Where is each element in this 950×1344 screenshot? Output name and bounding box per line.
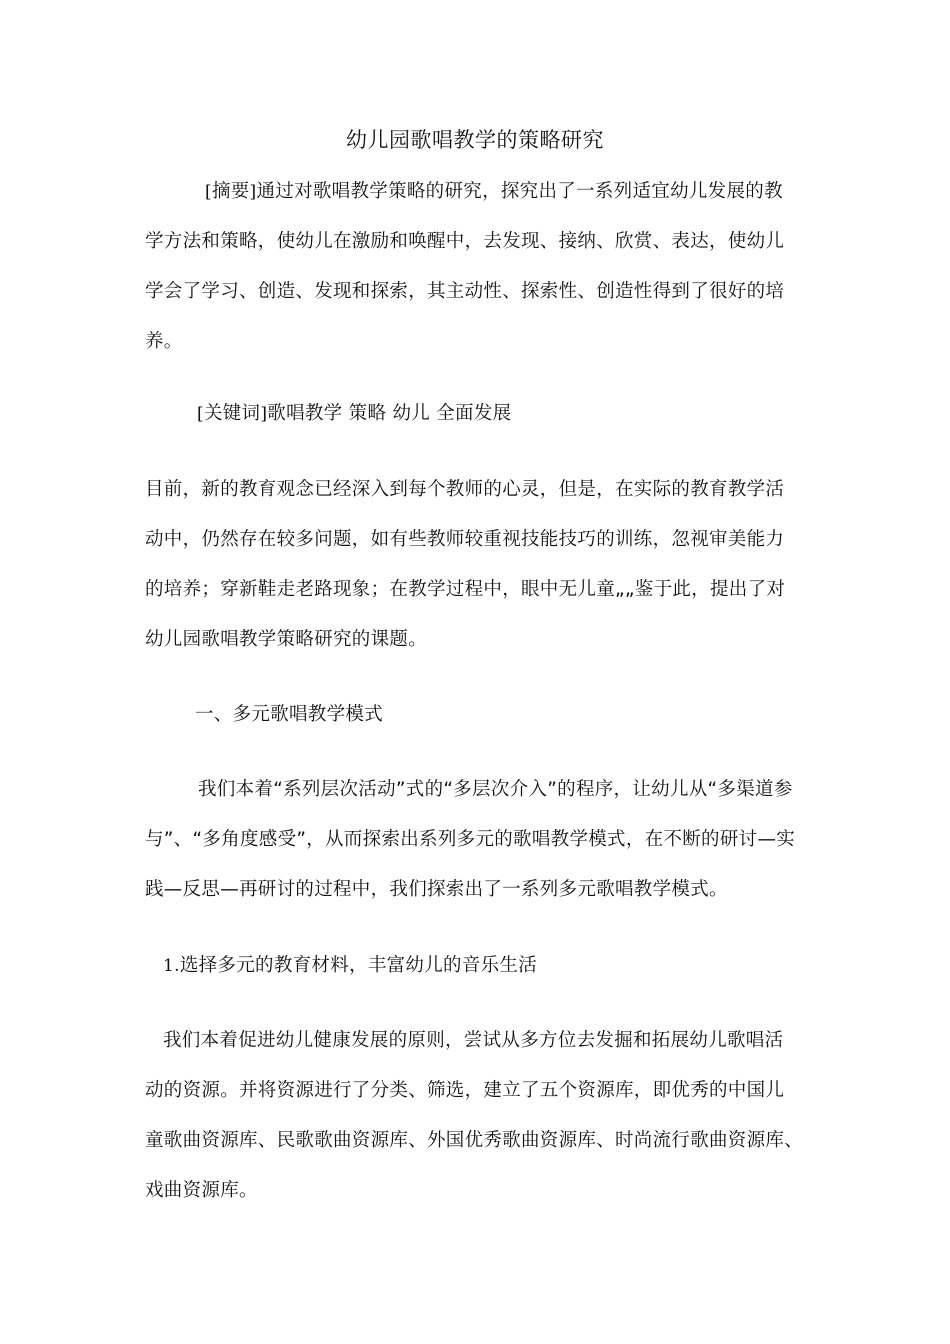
keywords-label: 关键词 — [203, 403, 261, 424]
subsection-1-heading-line — [145, 941, 813, 991]
section-1-heading-block — [145, 690, 813, 740]
abstract-line-1 — [145, 167, 813, 217]
section-1-paragraph — [145, 765, 813, 915]
subsection-1-paragraph — [145, 1016, 813, 1216]
document-title: 幼儿园歌唱教学的策略研究 — [346, 128, 604, 152]
subsection-1-heading-block — [145, 941, 813, 991]
abstract-text-line: 学会了学习、创造、发现和探索，其主动性、探索性、创造性得到了很好的培 — [145, 281, 785, 302]
abstract-label: 摘要 — [211, 181, 250, 202]
subsection-1-number: 1. — [163, 956, 180, 976]
subsection-1-line: 戏曲资源库。 — [145, 1180, 258, 1201]
keywords-label-close: ] — [260, 404, 268, 424]
intro-line: 目前，新的教育观念已经深入到每个教师的心灵，但是，在实际的教育教学活 — [145, 479, 785, 500]
subsection-1-heading: 选择多元的教育材料，丰富幼儿的音乐生活 — [179, 955, 538, 976]
section-1-line: 我们本着“系列层次活动”式的“多层次介入”的程序，让幼儿从“多渠道参 — [198, 779, 793, 800]
abstract-label-open: [ — [205, 182, 212, 202]
abstract-text-line: 学方法和策略，使幼儿在激励和唤醒中，去发现、接纳、欣赏、表达，使幼儿 — [145, 231, 785, 252]
subsection-1-line: 我们本着促进幼儿健康发展的原则，尝试从多方位去发掘和拓展幼儿歌唱活 — [163, 1030, 784, 1051]
abstract-paragraph — [145, 167, 813, 367]
intro-line: 的培养；穿新鞋走老路现象；在教学过程中，眼中无儿童„„鉴于此，提出了对 — [145, 579, 786, 600]
keywords-text: 歌唱教学 策略 幼儿 全面发展 — [267, 403, 512, 424]
intro-line: 幼儿园歌唱教学策略研究的课题。 — [145, 629, 428, 650]
keywords-label-open: [ — [197, 404, 204, 424]
keywords-paragraph — [145, 389, 813, 439]
abstract-text-line: 通过对歌唱教学策略的研究，探究出了一系列适宜幼儿发展的教 — [256, 181, 783, 202]
subsection-1-line: 童歌曲资源库、民歌歌曲资源库、外国优秀歌曲资源库、时尚流行歌曲资源库、 — [145, 1130, 804, 1151]
abstract-label-close: ] — [249, 182, 257, 202]
section-1-line: 与”、“多角度感受”，从而探索出系列多元的歌唱教学模式，在不断的研讨—实 — [145, 829, 796, 850]
section-1-heading: 一、多元歌唱教学模式 — [195, 704, 384, 725]
subsection-1-line: 动的资源。并将资源进行了分类、筛选，建立了五个资源库，即优秀的中国儿 — [145, 1080, 785, 1101]
intro-paragraph — [145, 465, 813, 665]
keywords-line — [145, 389, 813, 439]
section-1-line: 践—反思—再研讨的过程中，我们探索出了一系列多元歌唱教学模式。 — [145, 879, 728, 900]
intro-line: 动中，仍然存在较多问题，如有些教师较重视技能技巧的训练，忽视审美能力 — [145, 529, 785, 550]
abstract-text-line: 养。 — [145, 331, 183, 352]
